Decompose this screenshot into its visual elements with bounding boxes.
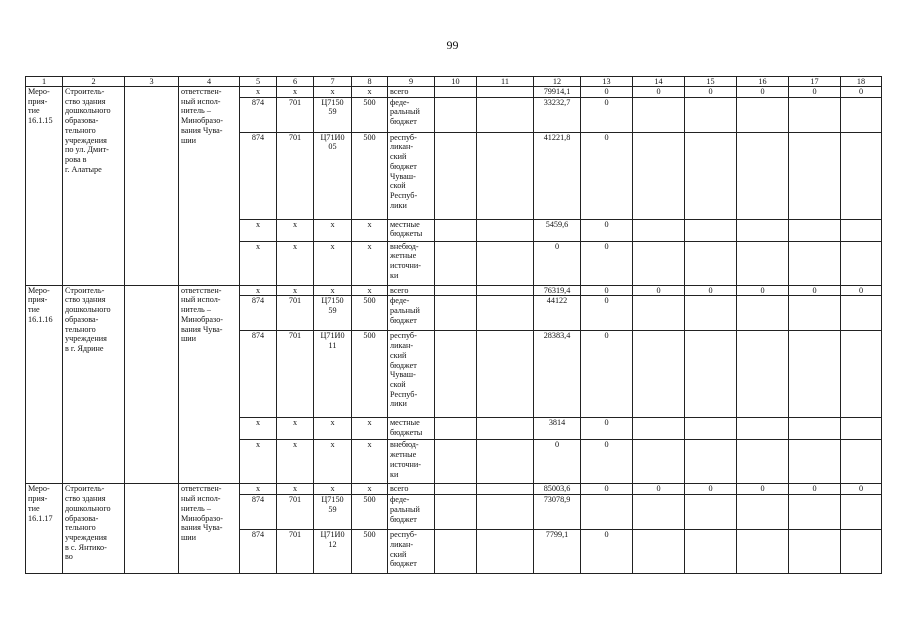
- amount-cell: [685, 440, 737, 484]
- amount-cell: [737, 530, 789, 574]
- empty-cell: [125, 87, 179, 286]
- empty-cell: [477, 296, 534, 331]
- grbs-code-cell: 874: [240, 97, 277, 132]
- funding-source-cell: всего: [388, 87, 435, 98]
- amount-cell: [581, 495, 633, 530]
- empty-cell: [435, 97, 477, 132]
- target-article-cell: х: [314, 418, 352, 440]
- amount-cell: [633, 241, 685, 285]
- column-header: 18: [841, 77, 882, 87]
- amount-cell: 76319,4: [534, 285, 581, 296]
- amount-cell: [633, 530, 685, 574]
- amount-cell: 0: [581, 132, 633, 219]
- funding-source-cell: феде- ральный бюджет: [388, 296, 435, 331]
- funding-source-cell: местные бюджеты: [388, 418, 435, 440]
- amount-cell: 0: [633, 285, 685, 296]
- column-header: 8: [352, 77, 388, 87]
- section-code-cell: х: [277, 241, 314, 285]
- grbs-code-cell: х: [240, 440, 277, 484]
- empty-cell: [125, 484, 179, 574]
- column-header: 9: [388, 77, 435, 87]
- section-code-cell: х: [277, 87, 314, 98]
- empty-cell: [477, 241, 534, 285]
- empty-cell: [435, 132, 477, 219]
- executor-cell: ответствен- ный испол- нитель – Минобразо- вания Чува- шии: [179, 285, 240, 484]
- target-article-cell: х: [314, 285, 352, 296]
- amount-cell: [737, 241, 789, 285]
- empty-cell: [435, 285, 477, 296]
- amount-cell: [633, 132, 685, 219]
- amount-cell: 0: [581, 530, 633, 574]
- executor-cell: ответствен- ный испол- нитель – Минобразо- вания Чува- шии: [179, 87, 240, 286]
- executor-cell: ответствен- ный испол- нитель – Минобразо- вания Чува- шии: [179, 484, 240, 574]
- grbs-code-cell: 874: [240, 132, 277, 219]
- empty-cell: [477, 530, 534, 574]
- empty-cell: [477, 440, 534, 484]
- column-header: 14: [633, 77, 685, 87]
- amount-cell: [841, 132, 882, 219]
- amount-cell: 44122: [534, 296, 581, 331]
- empty-cell: [435, 296, 477, 331]
- event-id-cell: Меро- прия- тие 16.1.17: [26, 484, 63, 574]
- amount-cell: 0: [534, 440, 581, 484]
- amount-cell: [685, 97, 737, 132]
- expense-type-cell: 500: [352, 296, 388, 331]
- target-article-cell: х: [314, 219, 352, 241]
- amount-cell: [633, 219, 685, 241]
- amount-cell: [737, 132, 789, 219]
- funding-source-cell: респуб- ликан- ский бюджет: [388, 530, 435, 574]
- empty-cell: [477, 331, 534, 418]
- empty-cell: [477, 219, 534, 241]
- section-code-cell: 701: [277, 495, 314, 530]
- grbs-code-cell: х: [240, 418, 277, 440]
- amount-cell: [789, 241, 841, 285]
- amount-cell: [685, 219, 737, 241]
- amount-cell: [633, 418, 685, 440]
- target-article-cell: х: [314, 241, 352, 285]
- empty-cell: [125, 285, 179, 484]
- target-article-cell: Ц71И0 11: [314, 331, 352, 418]
- amount-cell: [737, 440, 789, 484]
- section-code-cell: 701: [277, 97, 314, 132]
- section-code-cell: х: [277, 285, 314, 296]
- amount-cell: [789, 219, 841, 241]
- empty-cell: [477, 132, 534, 219]
- amount-cell: 85003,6: [534, 484, 581, 495]
- amount-cell: 41221,8: [534, 132, 581, 219]
- column-header: 2: [63, 77, 125, 87]
- empty-cell: [435, 440, 477, 484]
- amount-cell: 0: [581, 241, 633, 285]
- amount-cell: [737, 296, 789, 331]
- amount-cell: [633, 331, 685, 418]
- column-header: 7: [314, 77, 352, 87]
- amount-cell: 3814: [534, 418, 581, 440]
- amount-cell: [789, 97, 841, 132]
- column-header: 6: [277, 77, 314, 87]
- grbs-code-cell: 874: [240, 495, 277, 530]
- amount-cell: 73078,9: [534, 495, 581, 530]
- amount-cell: 0: [737, 87, 789, 98]
- empty-cell: [435, 484, 477, 495]
- event-title-cell: Строитель- ство здания дошкольного образова- тельного учреждения в г. Ядрине: [63, 285, 125, 484]
- amount-cell: 0: [581, 331, 633, 418]
- amount-cell: [633, 440, 685, 484]
- amount-cell: 33232,7: [534, 97, 581, 132]
- amount-cell: 0: [841, 484, 882, 495]
- section-code-cell: х: [277, 440, 314, 484]
- expense-type-cell: 500: [352, 331, 388, 418]
- column-header: 1: [26, 77, 63, 87]
- expense-type-cell: 500: [352, 495, 388, 530]
- grbs-code-cell: х: [240, 219, 277, 241]
- target-article-cell: Ц71И0 12: [314, 530, 352, 574]
- amount-cell: [633, 495, 685, 530]
- section-code-cell: 701: [277, 132, 314, 219]
- grbs-code-cell: х: [240, 241, 277, 285]
- column-header: 4: [179, 77, 240, 87]
- target-article-cell: Ц7150 59: [314, 495, 352, 530]
- event-title-cell: Строитель- ство здания дошкольного образова- тельного учреждения в с. Янтико- во: [63, 484, 125, 574]
- event-id-cell: Меро- прия- тие 16.1.15: [26, 87, 63, 286]
- section-code-cell: 701: [277, 331, 314, 418]
- funding-source-cell: внебюд- жетные источни- ки: [388, 241, 435, 285]
- funding-source-cell: всего: [388, 484, 435, 495]
- amount-cell: 79914,1: [534, 87, 581, 98]
- funding-source-cell: респуб- ликан- ский бюджет Чуваш- ской Респуб- лики: [388, 331, 435, 418]
- empty-cell: [435, 530, 477, 574]
- section-code-cell: х: [277, 418, 314, 440]
- table-row: [26, 87, 882, 98]
- amount-cell: [841, 296, 882, 331]
- grbs-code-cell: х: [240, 285, 277, 296]
- amount-cell: [737, 219, 789, 241]
- amount-cell: [789, 530, 841, 574]
- amount-cell: 7799,1: [534, 530, 581, 574]
- column-header: 13: [581, 77, 633, 87]
- amount-cell: 0: [685, 484, 737, 495]
- column-header: 16: [737, 77, 789, 87]
- amount-cell: [737, 495, 789, 530]
- column-header: 3: [125, 77, 179, 87]
- target-article-cell: Ц7150 59: [314, 296, 352, 331]
- amount-cell: 0: [737, 285, 789, 296]
- funding-source-cell: феде- ральный бюджет: [388, 97, 435, 132]
- amount-cell: [789, 418, 841, 440]
- grbs-code-cell: 874: [240, 331, 277, 418]
- target-article-cell: х: [314, 87, 352, 98]
- section-code-cell: 701: [277, 530, 314, 574]
- grbs-code-cell: 874: [240, 530, 277, 574]
- expense-type-cell: х: [352, 440, 388, 484]
- column-header: 11: [477, 77, 534, 87]
- expense-type-cell: х: [352, 241, 388, 285]
- amount-cell: [841, 530, 882, 574]
- column-header: 12: [534, 77, 581, 87]
- amount-cell: [789, 132, 841, 219]
- amount-cell: [685, 331, 737, 418]
- event-title-cell: Строитель- ство здания дошкольного образова- тельного учреждения по ул. Дмит- рова в г. Алатыре: [63, 87, 125, 286]
- expense-type-cell: 500: [352, 97, 388, 132]
- amount-cell: 0: [633, 484, 685, 495]
- section-code-cell: х: [277, 219, 314, 241]
- amount-cell: 0: [581, 296, 633, 331]
- column-header: 17: [789, 77, 841, 87]
- empty-cell: [477, 418, 534, 440]
- funding-source-cell: респуб- ликан- ский бюджет Чуваш- ской Респуб- лики: [388, 132, 435, 219]
- expense-type-cell: х: [352, 219, 388, 241]
- event-id-cell: Меро- прия- тие 16.1.16: [26, 285, 63, 484]
- column-header: 15: [685, 77, 737, 87]
- expense-type-cell: 500: [352, 530, 388, 574]
- expense-type-cell: х: [352, 285, 388, 296]
- empty-cell: [435, 331, 477, 418]
- amount-cell: 0: [685, 87, 737, 98]
- amount-cell: 0: [581, 418, 633, 440]
- funding-source-cell: феде- ральный бюджет: [388, 495, 435, 530]
- target-article-cell: х: [314, 440, 352, 484]
- section-code-cell: 701: [277, 296, 314, 331]
- amount-cell: [685, 530, 737, 574]
- empty-cell: [435, 241, 477, 285]
- empty-cell: [477, 97, 534, 132]
- grbs-code-cell: х: [240, 87, 277, 98]
- amount-cell: [841, 241, 882, 285]
- grbs-code-cell: х: [240, 484, 277, 495]
- amount-cell: [789, 440, 841, 484]
- amount-cell: [685, 418, 737, 440]
- amount-cell: 0: [581, 87, 633, 98]
- amount-cell: 0: [534, 241, 581, 285]
- amount-cell: [685, 495, 737, 530]
- page-number: 99: [446, 38, 459, 52]
- empty-cell: [477, 484, 534, 495]
- amount-cell: [841, 440, 882, 484]
- amount-cell: 0: [581, 285, 633, 296]
- amount-cell: [737, 418, 789, 440]
- grbs-code-cell: 874: [240, 296, 277, 331]
- amount-cell: 0: [789, 285, 841, 296]
- funding-source-cell: местные бюджеты: [388, 219, 435, 241]
- target-article-cell: Ц7150 59: [314, 97, 352, 132]
- amount-cell: 0: [581, 97, 633, 132]
- expense-type-cell: х: [352, 484, 388, 495]
- amount-cell: 0: [581, 484, 633, 495]
- column-header: 5: [240, 77, 277, 87]
- amount-cell: [789, 495, 841, 530]
- amount-cell: [633, 296, 685, 331]
- amount-cell: 0: [685, 285, 737, 296]
- table-row: [26, 484, 882, 495]
- amount-cell: [841, 97, 882, 132]
- expense-type-cell: х: [352, 418, 388, 440]
- budget-table: [25, 76, 882, 574]
- amount-cell: 0: [581, 219, 633, 241]
- target-article-cell: х: [314, 484, 352, 495]
- amount-cell: [685, 241, 737, 285]
- amount-cell: [685, 296, 737, 331]
- section-code-cell: х: [277, 484, 314, 495]
- expense-type-cell: 500: [352, 132, 388, 219]
- amount-cell: 0: [789, 87, 841, 98]
- amount-cell: [633, 97, 685, 132]
- amount-cell: 0: [841, 285, 882, 296]
- empty-cell: [435, 418, 477, 440]
- amount-cell: [789, 331, 841, 418]
- amount-cell: [841, 219, 882, 241]
- empty-cell: [435, 495, 477, 530]
- amount-cell: [737, 331, 789, 418]
- amount-cell: [685, 132, 737, 219]
- table-row: [26, 285, 882, 296]
- funding-source-cell: внебюд- жетные источни- ки: [388, 440, 435, 484]
- amount-cell: [841, 495, 882, 530]
- header-row: [26, 77, 882, 87]
- target-article-cell: Ц71И0 05: [314, 132, 352, 219]
- funding-source-cell: всего: [388, 285, 435, 296]
- amount-cell: 0: [841, 87, 882, 98]
- amount-cell: 0: [581, 440, 633, 484]
- amount-cell: 0: [737, 484, 789, 495]
- empty-cell: [477, 87, 534, 98]
- column-header: 10: [435, 77, 477, 87]
- amount-cell: [737, 97, 789, 132]
- expense-type-cell: х: [352, 87, 388, 98]
- amount-cell: [789, 296, 841, 331]
- empty-cell: [477, 495, 534, 530]
- amount-cell: 28383,4: [534, 331, 581, 418]
- empty-cell: [477, 285, 534, 296]
- empty-cell: [435, 87, 477, 98]
- amount-cell: [841, 418, 882, 440]
- amount-cell: [841, 331, 882, 418]
- amount-cell: 5459,6: [534, 219, 581, 241]
- amount-cell: 0: [789, 484, 841, 495]
- amount-cell: 0: [633, 87, 685, 98]
- empty-cell: [435, 219, 477, 241]
